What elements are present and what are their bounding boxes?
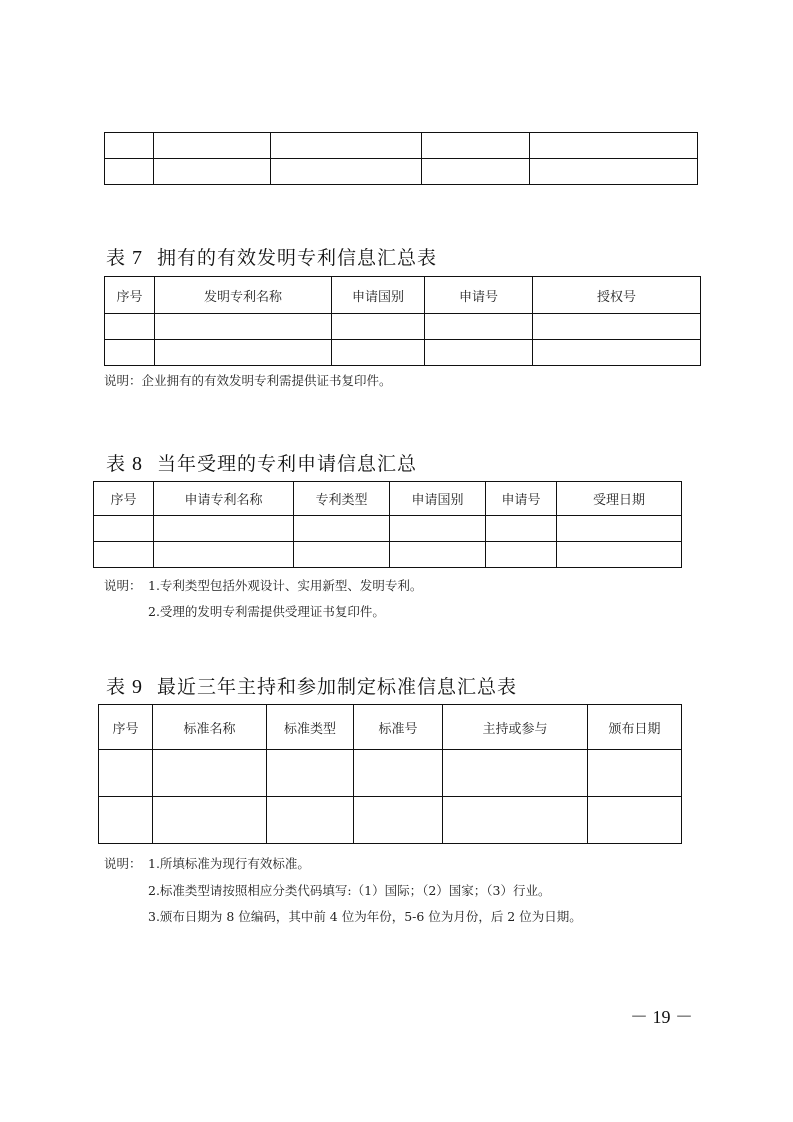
table-header-cell: 主持或参与 — [443, 705, 588, 750]
table-row — [94, 516, 682, 542]
table-row — [99, 797, 682, 844]
table-cell — [153, 797, 267, 844]
table-header-cell: 受理日期 — [557, 482, 682, 516]
table-header-cell: 申请专利名称 — [154, 482, 294, 516]
table-cell — [155, 340, 332, 366]
table-header-row — [99, 705, 682, 750]
table-cell — [294, 542, 390, 568]
table-header-cell: 序号 — [105, 277, 155, 314]
table-cell — [155, 314, 332, 340]
table-header-cell: 专利类型 — [294, 482, 390, 516]
table8-title-text: 当年受理的专利申请信息汇总 — [157, 453, 418, 475]
table7-title — [106, 243, 437, 270]
table-row — [99, 750, 682, 797]
table-header-cell: 颁布日期 — [588, 705, 682, 750]
table-header-cell: 发明专利名称 — [155, 277, 332, 314]
table-cell — [271, 159, 422, 185]
table-cell — [530, 133, 698, 159]
table7-title-text: 拥有的有效发明专利信息汇总表 — [157, 247, 438, 269]
table9-note-2: 2.标准类型请按照相应分类代码填写:（1）国际；（2）国家；（3）行业。 — [148, 883, 551, 898]
table9-note-1: 1.所填标准为现行有效标准。 — [148, 856, 310, 871]
table-header-row — [105, 277, 701, 314]
table-row — [105, 159, 698, 185]
table-cell — [486, 516, 557, 542]
table-cell — [422, 159, 530, 185]
table-header-cell: 申请国别 — [332, 277, 425, 314]
table-header-cell: 申请号 — [486, 482, 557, 516]
table-cell — [422, 133, 530, 159]
table-cell — [154, 159, 271, 185]
table-cell — [425, 314, 533, 340]
table-cell — [94, 542, 154, 568]
table-header-cell: 序号 — [99, 705, 153, 750]
table8-title — [106, 449, 417, 476]
table-cell — [588, 750, 682, 797]
table9-prefix: 表 — [106, 676, 127, 698]
table7 — [104, 276, 701, 366]
table-row — [105, 314, 701, 340]
table8-prefix: 表 — [106, 453, 127, 475]
table-cell — [94, 516, 154, 542]
table8-number: 8 — [132, 453, 144, 475]
table-cell — [425, 340, 533, 366]
table-cell — [486, 542, 557, 568]
table-cell — [154, 516, 294, 542]
table-cell — [588, 797, 682, 844]
table-cell — [267, 750, 354, 797]
table8-note-2: 2.受理的发明专利需提供受理证书复印件。 — [148, 604, 385, 619]
table-cell — [354, 750, 443, 797]
table-cell — [267, 797, 354, 844]
table-cell — [105, 340, 155, 366]
table-cell — [153, 750, 267, 797]
table8-note-1: 1.专利类型包括外观设计、实用新型、发明专利。 — [148, 578, 423, 593]
table-cell — [533, 340, 701, 366]
table9-note-3: 3.颁布日期为 8 位编码，其中前 4 位为年份，5-6 位为月份，后 2 位为日期。 — [148, 909, 582, 924]
table-row — [105, 340, 701, 366]
table-cell — [557, 516, 682, 542]
table-cell — [105, 314, 155, 340]
table-cell — [390, 542, 486, 568]
table9-note-label: 说明： — [104, 856, 142, 871]
table-header-cell: 申请国别 — [390, 482, 486, 516]
table-cell — [105, 133, 154, 159]
table-cell — [390, 516, 486, 542]
table9-title — [106, 672, 517, 699]
table-cell — [99, 750, 153, 797]
table8-note-label: 说明： — [104, 578, 142, 593]
table-row — [94, 542, 682, 568]
table-cell — [154, 542, 294, 568]
page-number: － 19 － — [630, 1007, 693, 1027]
table8 — [93, 481, 682, 568]
table-cell — [294, 516, 390, 542]
table-cell — [332, 314, 425, 340]
table7-prefix: 表 — [106, 247, 127, 269]
table-header-cell: 标准类型 — [267, 705, 354, 750]
table-cell — [332, 340, 425, 366]
table-cell — [99, 797, 153, 844]
table-header-row — [94, 482, 682, 516]
table-header-cell: 申请号 — [425, 277, 533, 314]
table-row — [105, 133, 698, 159]
table7-number: 7 — [132, 247, 144, 269]
table-prev — [104, 132, 698, 185]
table9 — [98, 704, 682, 844]
table-cell — [354, 797, 443, 844]
table-cell — [557, 542, 682, 568]
table-cell — [443, 750, 588, 797]
table-header-cell: 授权号 — [533, 277, 701, 314]
table-header-cell: 标准名称 — [153, 705, 267, 750]
table9-number: 9 — [132, 676, 144, 698]
table-cell — [154, 133, 271, 159]
table-cell — [443, 797, 588, 844]
table7-note: 说明：企业拥有的有效发明专利需提供证书复印件。 — [104, 373, 392, 388]
table-cell — [271, 133, 422, 159]
table-cell — [533, 314, 701, 340]
table-header-cell: 序号 — [94, 482, 154, 516]
table-cell — [105, 159, 154, 185]
table-cell — [530, 159, 698, 185]
table9-title-text: 最近三年主持和参加制定标准信息汇总表 — [157, 676, 518, 698]
table-header-cell: 标准号 — [354, 705, 443, 750]
